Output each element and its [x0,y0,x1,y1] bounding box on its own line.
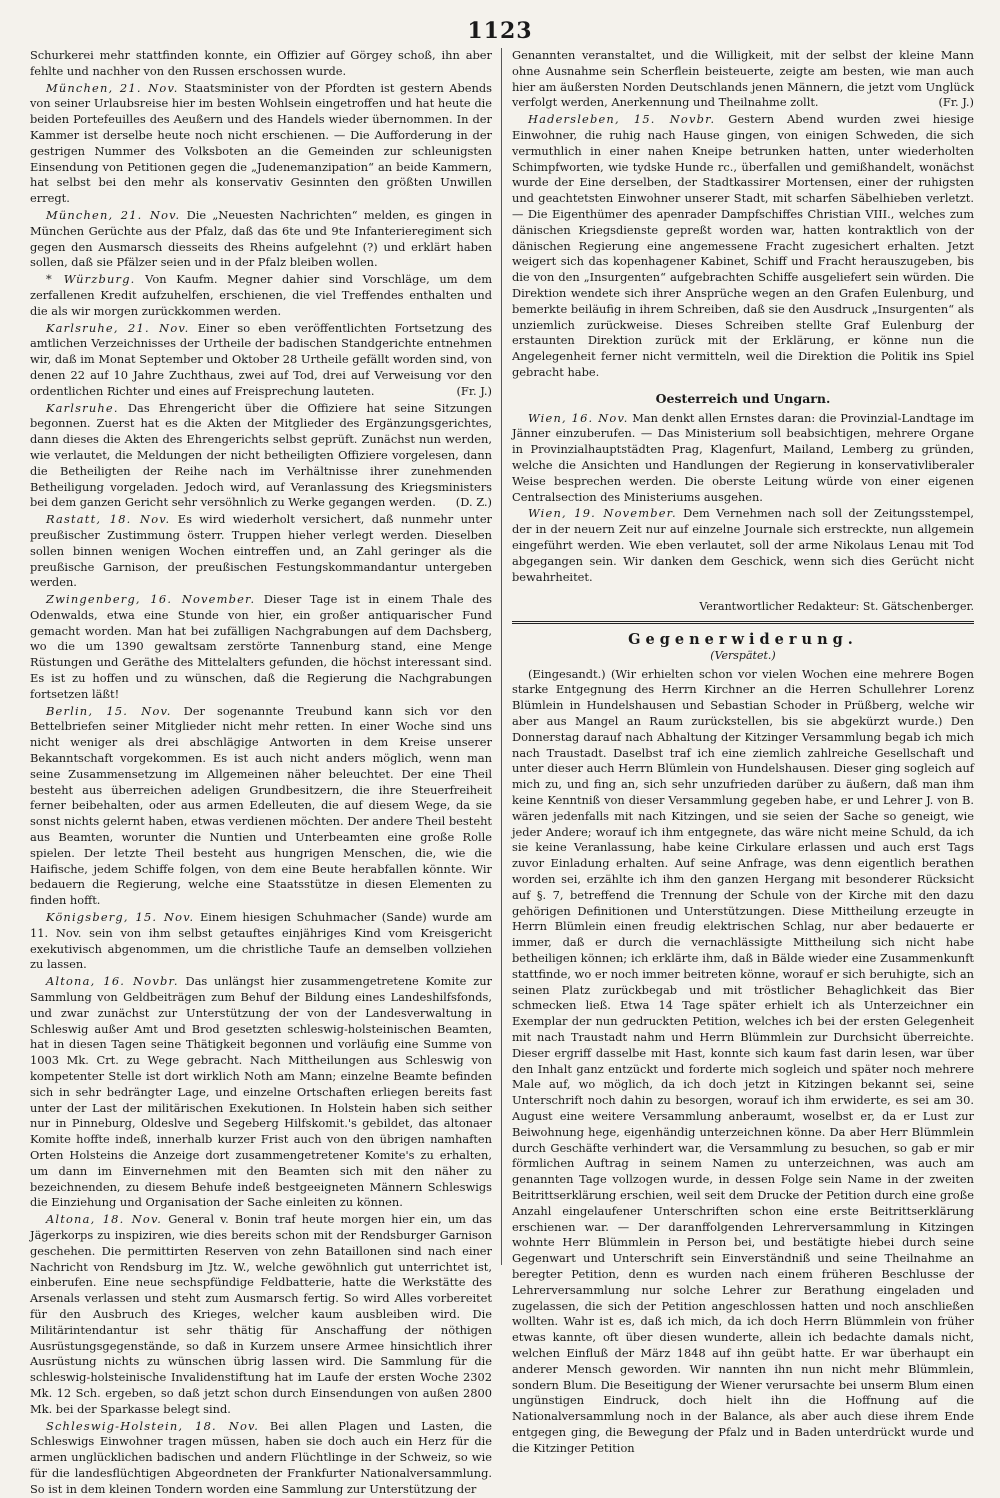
article-paragraph [30,1212,492,1417]
right-column [512,48,975,1455]
reply-heading: Gegenerwiderung. [628,631,858,649]
article-dateline: Hadersleben, 15. Novbr. [527,112,716,127]
article-text: Die „Neuesten Nachrichten“ melden, es gingen in München Gerüchte aus der Pfalz, daß das 6te und 9te Infanterieregiment sich gegen den Ausmarsch diesseits des Rheins aufgelehnt (?) und erklärt haben sollen, daß sie Pfälzer seien und in der Pfalz bleiben wollen. [30,207,492,270]
editor-line: Verantwortlicher Redakteur: St. Gätschenberger. [699,600,974,614]
article-paragraph [30,1419,492,1498]
article-text: Einer so eben veröffentlichten Fortsetzung des amtlichen Verzeichnisses der Urtheile der badischen Standgerichte entnehmen wir, daß im Monat September und Oktober 28 Urtheile gefällt worden sind, von denen 22 auf 10 Jahre Zuchthaus, zwei auf Tod, drei auf Verweisung vor den ordentlichen Richter und eines auf Freisprechung lauteten. [30,320,492,398]
article-dateline: Altona, 18. Nov. [45,1212,163,1227]
article-text: Staatsminister von der Pfordten ist gestern Abends von seiner Urlaubsreise hier im besten Wohlsein eingetroffen und hat heute die beiden Portefeuilles des Aeußern und des Handels wieder übernommen. In der Kammer ist derselbe heute noch nicht erschienen. — Die Aufforderung in der gestrigen Nummer des Volksboten an die Gemeinden zur schleunigsten Einsendung von Petitionen gegen die „Judenemanzipation“ an beide Kammern, hat selbst bei den mehr als konservativ Gesinnten den größten Unwillen erregt. [30,80,492,206]
article-dateline: Karlsruhe, 21. Nov. [45,320,190,335]
article-paragraph [30,208,492,271]
article-text: Bei allen Plagen und Lasten, die Schleswigs Einwohner tragen müssen, haben sie doch auch ein Herz für die armen unglücklichen badischen und andern Flüchtlinge in der Schweiz, so wie für die landesflüchtigen Abgeordneten der Frankfurter Nationalversammlung. So ist in dem kleinen Tondern worden eine Sammlung zur Unterstützung der [30,1418,492,1496]
page-number: 1123 [467,18,533,44]
article-text: Einem hiesigen Schuhmacher (Sande) wurde am 11. Nov. sein von ihm selbst getauftes einjähriges Kind vom Kreisgericht exekutivisch abgenommen, um die christliche Taufe an demselben vollziehen zu lassen. [30,910,492,972]
article-paragraph [30,81,492,207]
article-dateline: Wien, 16. Nov. [527,410,629,425]
article-text: Das unlängst hier zusammengetretene Komite zur Sammlung von Geldbeiträgen zum Behuf der Bildung eines Landeshilfsfonds, und zwar zunächst zur Unterstützung der von der Landesverwaltung in Schleswig außer Amt und Brod gesetzten schleswig-holsteinischen Beamten, hat in diesen Tagen seine Thätigkeit begonnen und vorläufig eine Summe von 1003 Mk. Crt. zu Wege gebracht. Nach Mittheilungen aus Schleswig von kompetenter Stelle ist dort wirklich Noth am Mann; einzelne Beamte befinden sich in sehr bedrängter Lage, und einzelne Ortschaften erliegen bereits fast unter der Last der militärischen Exekutionen. In Holstein haben sich seither nur in Pinneburg, Oldeslve und Segeberg Hilfskomit.'s gebildet, das altonaer Komite hoffte indeß, innerhalb kurzer Frist auch von den übrigen namhaften Orten Holsteins die Anzeige dort zusammengetretener Komite's zu erhalten, um dann im Einvernehmen mit den Beamten sich mit den näher zu bezeichnenden, zu diesem Behufe indeß bestgeeigneten Männern Schleswigs die Einziehung und Organisation der Sache einleiten zu können. [30,974,492,1210]
article-dateline: Berlin, 15. Nov. [45,703,172,718]
section-divider [512,621,974,624]
article-paragraph [30,272,492,319]
article-source: (Fr. J.) [456,383,492,398]
article-source: (D. Z.) [455,495,492,510]
article-paragraph [30,592,492,703]
article-paragraph [30,512,492,591]
article-text: Schurkerei mehr stattfinden konnte, ein Offizier auf Görgey schoß, ihn aber fehlte und nachher von den Russen erschossen wurde. [30,48,492,78]
article-source: (Fr. J.) [938,95,974,110]
article-dateline: Wien, 19. November. [527,506,677,521]
article-paragraph [30,974,492,1211]
article-dateline: Schleswig-Holstein, 18. Nov. [45,1418,260,1433]
article-paragraph [30,321,492,400]
article-text: Dieser Tage ist in einem Thale des Odenwalds, etwa eine Stunde von hier, ein großer antiquarischer Fund gemacht worden. Man hat bei zufälligen Nachgrabungen auf dem Dachsberg, wo die um 1390 gewaltsam zerstörte Tannenburg stand, eine Menge Rüstungen und Geräthe des Mittelalters gefunden, die höchst interessant sind. Es ist zu hoffen und zu wünschen, daß die Regierung die Nachgrabungen fortsetzen läßt! [30,592,493,701]
article-dateline: Zwingenberg, 16. November. [45,592,256,607]
article-dateline: Rastatt, 18. Nov. [45,512,171,527]
reply-subheading: (Verspätet.) [710,648,776,662]
austria-articles [512,411,974,586]
right-column-articles [512,48,974,381]
article-text: Dem Vernehmen nach soll der Zeitungsstempel, der in der neuern Zeit nur auf einzelne Journale sich erstreckte, nun allgemein eingeführt werden. Wie eben verlautet, soll der arme Nikolaus Lenau mit Tod abgegangen sein. Wir danken dem Geschick, wenn sich dies Gerücht nicht bewahrheitet. [512,506,974,584]
article-text: Von Kaufm. Megner dahier sind Vorschläge, um dem zerfallenen Kredit aufzuhelfen, erschienen, die viel Treffendes enthalten und die als wir morgen zurückkommen werden. [30,272,493,318]
article-dateline: München, 21. Nov. [45,80,179,95]
article-dateline: Altona, 16. Novbr. [45,974,179,989]
article-dateline: * Würzburg. [45,272,136,287]
left-column [30,48,493,1496]
article-dateline: Karlsruhe. [45,400,119,415]
article-text: Man denkt allen Ernstes daran: die Provinzial-Landtage im Jänner einzuberufen. — Das Ministerium soll beabsichtigen, mehrere Organe in Provinzialhauptstädten Prag, Klagenfurt, Mailand, Lemberg zu gründen, welche die Ansichten und Handlungen der Regierung in konservativliberaler Weise besprechen werden. Die oberste Leitung würde von einer eigenen Centralsection des Ministeriums ausgehen. [512,410,974,504]
article-paragraph [512,112,974,381]
article-paragraph [30,910,492,973]
article-paragraph [30,401,492,512]
article-paragraph [30,48,492,80]
column-divider [501,48,502,1265]
article-text: Das Ehrengericht über die Offiziere hat seine Sitzungen begonnen. Zuerst hat es die Akten der Mitglieder des Ergänzungsgerichtes, dann dieses die Akten des Ehrengerichts selbst geprüft. Zunächst nun werden, wie verlautet, die Meldungen der nicht betheiligten Offiziere vorgelesen, dann die Betheiligten der Reihe nach im Verhältnisse ihrer zunehmenden Betheiligung vorgeladen. Jedoch wird, auf Veranlassung des Kriegsministers bei dem ganzen Gericht sehr versöhnlich zu Werke gegangen werden. [30,400,492,510]
article-paragraph [512,506,974,585]
article-dateline: Königsberg, 15. Nov. [45,910,195,925]
article-text: Gestern Abend wurden zwei hiesige Einwohner, die ruhig nach Hause gingen, von einigen Schweden, die sich vermuthlich in einer nahen Kneipe betrunken hatten, unter wiederholten Schimpfworten, wie tydske Hunde rc., überfallen und gemißhandelt, wonächst wurde der Eine derselben, der Stadtkassirer Mortensen, einer der ruhigsten und geachtetsten Einwohner unserer Stadt, mit scharfen Säbelhieben verletzt. — Die Eigenthümer des apenrader Dampfschiffes Christian VIII., welches zum dänischen Kriegsdienste gepreßt worden war, hatten kontraktlich von der dänischen Regierung eine angemessene Fracht zugesichert erhalten. Jetzt weigert sich das kopenhagener Kabinet, Schiff und Fracht herauszugeben, bis die von den „Insurgenten“ aufgebrachten Schiffe ausgeliefert sein würden. Die Direktion wendete sich ihrer Ansprüche wegen an den Grafen Eulenburg, und bemerkte beiläufig in ihrem Schreiben, daß sie den Ausdruck „Insurgenten“ als unziemlich zurückweise. Dieses Schreiben stellte Graf Eulenburg der erstaunten Direktion zurück mit der Erklärung, er könne nun die Angelegenheit ferner nicht vermitteln, weil die Direktion die Politik ins Spiel gebracht habe. [512,112,975,379]
article-paragraph [512,411,974,506]
article-text: General v. Bonin traf heute morgen hier ein, um das Jägerkorps zu inspiziren, wie dies bereits schon mit der Rendsburger Garnison geschehen. Die permittirten Reserven von zehn Bataillonen sind nach einer Nachricht von Rendsburg im Jtz. W., welche gewöhnlich gut unterrichtet ist, einberufen. Eine neue sechspfündige Feldbatterie, hatte die Werkstätte des Arsenals verlassen und steht zum Ausmarsch fertig. So wird Alles vorbereitet für den Ausbruch des Krieges, welcher kaum ausbleiben wird. Die Militärintendantur ist sehr thätig für Anschaffung der nöthigen Ausrüstungsgegenstände, so daß in Kurzem unsere Armee hinsichtlich ihrer Ausrüstung nichts zu wünschen übrig lassen wird. Die Sammlung für die schleswig-holsteinische Invalidenstiftung hat im Laufe der ersten Woche 2302 Mk. 12 Sch. ergeben, so daß jetzt schon durch Einsendungen von außen 2800 Mk. bei der Sparkasse belegt sind. [30,1212,493,1416]
article-text: Es wird wiederholt versichert, daß nunmehr unter preußischer Zustimmung österr. Truppen hieher verlegt werden. Dieselben sollen binnen wenigen Wochen eintreffen und, an Zahl geringer als die preußische Garnison, der preußischen Festungskommandantur untergeben werden. [30,512,493,590]
article-paragraph [512,48,974,111]
section-heading-austria: Oesterreich und Ungarn. [655,390,831,406]
article-paragraph [30,704,492,909]
article-text: Der sogenannte Treubund kann sich vor den Bettelbriefen seiner Mitglieder nicht mehr retten. In einer Woche sind uns nicht weniger als drei abschlägige Antworten in dem Kreise unserer Bekanntschaft vorgekommen. Es ist auch nicht anders möglich, wenn man seine Zusammensetzung im Allgemeinen näher beleuchtet. Der eine Theil besteht aus überreichen adeligen Grundbesitzern, die ihre Steuerfreiheit ferner beibehalten, oder aus armen Edelleuten, die auf diesem Wege, da sie sonst nichts gelernt haben, etwas verdienen möchten. Der andere Theil besteht aus Beamten, worunter die Nuntien und Unterbeamten eine große Rolle spielen. Der letzte Theil besteht aus hungrigen Menschen, die, wie die Haifische, jedem Schiffe folgen, von dem eine Beute herabfallen könnte. Wir bedauern die Regierung, welche eine Staatsstütze in diesen Elementen zu finden hofft. [30,703,493,908]
article-dateline: München, 21. Nov. [45,207,181,222]
article-text: Genannten veranstaltet, und die Willigkeit, mit der selbst der kleine Mann ohne Ausnahme sein Scherflein beisteuerte, zeigte am besten, wie man auch hier am äußersten Norden Deutschlands jenen Männern, die jetzt vom Unglück verfolgt werden, Anerkennung und Theilnahme zollt. [512,48,974,110]
reply-body: (Eingesandt.) (Wir erhielten schon vor vielen Wochen eine mehrere Bogen starke Entgegnung des Herrn Kirchner an die Herren Schullehrer Lorenz Blümlein in Hundelshausen und Sebastian Schoder in Prüßberg, welche wir aber aus Mangel an Raum zurückstellen, bis sie abgekürzt wurde.) Den Donnerstag darauf nach Abhaltung der Kitzinger Versammlung begab ich mich nach Traustadt. Daselbst traf ich eine ziemlich zahlreiche Gesellschaft und unter dieser auch Herrn Blümlein von Hundelshausen. Dieser ging sogleich auf mich zu, und fing an, sich sehr unzufrieden darüber zu äußern, daß man ihm keine Kenntniß von dieser Versammlung gegeben habe, er und Lehrer J. von B. wären jedenfalls mit nach Kitzingen, und sie seien der Sache so geneigt, wie jeder Andere; worauf ich ihm entgegnete, das wäre nicht meine Schuld, da ich sie keine Veranlassung, habe keine Cirkulare erlassen und auch erst Tags zuvor Einladung erhalten. Auf seine Anfrage, was denn eigentlich berathen worden sei, erzählte ich ihm den ganzen Hergang mit besonderer Rücksicht auf §. 7, betreffend die Trennung der Schule von der Kirche mit den dazu gehörigen Definitionen und Unterstützungen. Diese Mittheilung erzeugte in Herrn Blümlein einen freudig elektrischen Schlag, nur aber bedauerte er immer, daß er durch die vernachlässigte Mittheilung sich nicht habe betheiligen können; ich erklärte ihm, daß in Bälde wieder eine Zusammenkunft stattfinde, wo er noch immer beitreten könne, worauf er sich beruhigte, sich an seinen Platz zurückbegab und mit tröstlicher Behaglichkeit das Bier schmecken ließ. Etwa 14 Tage später erhielt ich als Unterzeichner ein Exemplar der nun gedruckten Petition, welches ich bei der ersten Gelegenheit mit nach Traustadt nahm und Herrn Blümmlein zur Durchsicht überreichte. Dieser ergriff dasselbe mit Hast, konnte sich kaum fast darin lesen, war über den Inhalt ganz entzückt und forderte mich sogleich und später noch mehrere Male auf, wo möglich, da ich doch jetzt in Kitzingen bekannt sei, seine Unterschrift noch dahin zu besorgen, worauf ich ihm erwiderte, es sei am 30. August eine weitere Versammlung anberaumt, woselbst er, da er Lust zur Beiwohnung hege, eigenhändig unterzeichnen könne. Da aber Herr Blümmlein durch Geschäfte verhindert war, die Versammlung zu besuchen, so gab er mir förmlichen Auftrag in seinem Namen zu unterzeichnen, was auch am genannten Tage vollzogen wurde, in dessen Folge sein Name in der zweiten Beitrittserklärung erschien, weil seit dem Drucke der Petition durch eine große Anzahl eingelaufener Unterschriften schon eine erste Beitrittserklärung erschienen war. — Der daranffolgenden Lehrerversammlung in Kitzingen wohnte Herr Blümmlein in Person bei, und bestätigte hiebei durch seine Gegenwart und Unterschrift sein Einverständniß und seine Theilnahme an beregter Petition, denn es wurden nach einem früheren Beschlusse der Lehrerversammlung nur solche Lehrer zur Berathung eingeladen und zugelassen, die sich der Petition angeschlossen hatten und noch anschließen wollten. Wahr ist es, daß ich mich, da ich doch Herrn Blümmlein von früher etwas kannte, oft über diesen wunderte, allein ich bedachte damals nicht, welchen Einfluß der März 1848 auf ihn geübt hatte. Er war überhaupt ein anderer Mensch geworden. Wir nannten ihn nun nicht mehr Blümmlein, sondern Blum. Die Beseitigung der Wiener verursachte bei unserm Blum einen ungünstigen Eindruck, doch hielt ihn die Hoffnung auf die Nationalversammlung noch in der Balance, als aber auch diese ihrem Ende entgegen ging, die Bewegung der Pfalz und in Baden unterdrückt wurde und die Kitzinger Petition [512,666,974,1455]
